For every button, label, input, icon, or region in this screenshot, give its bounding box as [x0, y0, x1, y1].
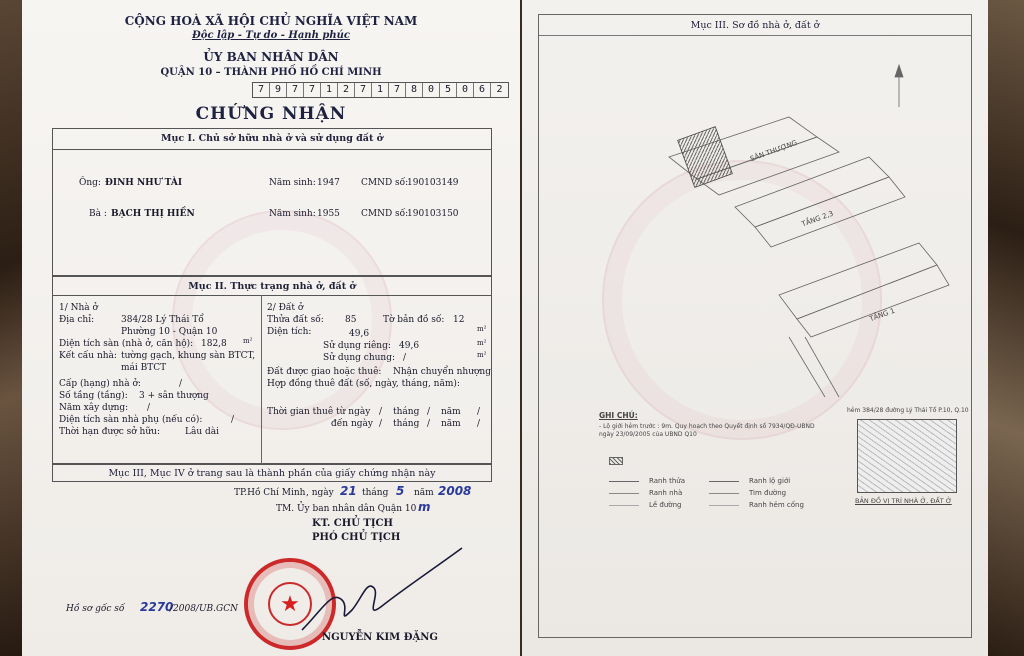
section3-title: Mục III. Sơ đồ nhà ở, đất ở [690, 20, 820, 31]
section-note: Mục III, Mục IV ở trang sau là thành phần của giấy chứng nhận này [108, 468, 436, 479]
address-label: Địa chỉ: [59, 315, 95, 325]
certificate-left-page [22, 0, 520, 656]
owner1-name: ĐINH NHƯ TÀI [105, 178, 183, 188]
floors-value: 3 + sân thượng [139, 391, 209, 401]
serial-digit: 2 [496, 84, 503, 95]
sign-day: 21 [340, 484, 357, 498]
aux-area-value: / [231, 415, 235, 425]
shared-use-value: / [403, 353, 407, 363]
serial-number [252, 82, 509, 98]
owner2-prefix: Bà : [89, 209, 107, 219]
signer-name: NGUYỄN KIM ĐẶNG [322, 632, 438, 643]
motto: Độc lập - Tự do - Hạnh phúc [192, 30, 350, 41]
location-street: hẻm 384/28 đường Lý Thái Tổ P.10, Q.10 [847, 407, 969, 414]
lease-to-day: / [379, 419, 383, 429]
shared-use-unit: m² [477, 351, 487, 359]
sign-place: TP.Hồ Chí Minh [234, 488, 306, 498]
serial-digit: 7 [304, 83, 321, 97]
serial-digit: 2 [338, 83, 355, 97]
record-label: Hồ sơ gốc số [66, 604, 125, 614]
lease-from-year-label: năm [441, 407, 461, 417]
land-area-value: 49,6 [349, 329, 370, 339]
shared-use-label: Sử dụng chung: [323, 353, 396, 363]
section1-title: Mục I. Chủ sở hữu nhà ở và sử dụng đất ở [161, 133, 383, 144]
lease-to-label: đến ngày [331, 419, 373, 429]
document-title: CHỨNG NHẬN [195, 104, 347, 124]
lease-to-month-label: tháng [393, 419, 420, 429]
notes-text: - Lộ giới hẻm trước : 9m. Quy hoạch theo Quyết định số 7934/QĐ-UBND ngày 23/09/2005 của UBND Q10 [599, 423, 815, 438]
serial-digit: 7 [355, 83, 372, 97]
hatch-legend-swatch [609, 457, 623, 465]
section3-box [538, 14, 972, 638]
serial-digit: 0 [423, 83, 440, 97]
section-note-box [52, 464, 492, 482]
serial-digit: 5 [440, 83, 457, 97]
sign-month-label: tháng [362, 488, 389, 498]
floor-label-1: TẦNG 1 [868, 306, 896, 324]
private-use-label: Sử dụng riêng: [323, 341, 391, 351]
lease-from-day: / [379, 407, 383, 417]
house-heading: 1/ Nhà ở [59, 303, 98, 313]
grade-value: / [179, 379, 183, 389]
lease-from-label: Thời gian thuê từ ngày [267, 407, 371, 417]
owner2-id: 190103150 [407, 209, 459, 219]
country-name: CỘNG HOÀ XÃ HỘI CHỦ NGHĨA VIỆT NAM [124, 14, 418, 28]
serial-digit: 7 [287, 83, 304, 97]
section2-box [52, 276, 492, 464]
lease-to-month: / [427, 419, 431, 429]
map-sheet-label: Tờ bản đồ số: [383, 315, 445, 325]
allocation-label: Đất được giao hoặc thuê: [267, 367, 382, 377]
lease-to-year-label: năm [441, 419, 461, 429]
location-title: BẢN ĐỒ VỊ TRÍ NHÀ Ở, ĐẤT Ở [855, 497, 952, 505]
parcel-label: Thửa đất số: [267, 315, 324, 325]
floor-area-unit: m² [243, 337, 253, 345]
structure-line1: tường gạch, khung sàn BTCT, [121, 351, 256, 361]
address-line1: 384/28 Lý Thái Tổ [121, 315, 204, 325]
sign-year-label: năm [414, 488, 434, 498]
notes-title: GHI CHÚ: [599, 411, 638, 420]
legend-3-pair: Ranh hẻm cống [749, 501, 804, 509]
background-right [984, 0, 1024, 656]
legend-1-pair: Ranh lộ giới [749, 477, 791, 485]
owner1-prefix: Ông: [79, 178, 101, 188]
floors-label: Số tầng (tầng): [59, 391, 128, 401]
authority-name: ỦY BAN NHÂN DÂN [203, 50, 339, 64]
owner1-birth: 1947 [317, 178, 340, 188]
allocation-value: Nhận chuyển nhượng [393, 367, 491, 377]
serial-digit: 6 [474, 83, 491, 97]
private-use-value: 49,6 [399, 341, 420, 351]
land-area-label: Diện tích: [267, 327, 312, 337]
serial-digit: 1 [372, 83, 389, 97]
aux-area-label: Diện tích sàn nhà phụ (nếu có): [59, 415, 203, 425]
lease-to-year: / [477, 419, 481, 429]
sign-position: PHÓ CHỦ TỊCH [312, 532, 401, 543]
legend-2-pair: Tim đường [749, 489, 787, 497]
parcel-value: 85 [345, 315, 357, 325]
owner2-id-label: CMND số: [361, 209, 409, 219]
legend-3: Lề đường [649, 501, 682, 509]
year-value: / [147, 403, 151, 413]
grade-label: Cấp (hạng) nhà ở: [59, 379, 141, 389]
year-label: Năm xây dựng: [59, 403, 129, 413]
owner1-id-label: CMND số: [361, 178, 409, 188]
lease-from-month-label: tháng [393, 407, 420, 417]
sign-year: 2008 [438, 484, 472, 498]
sign-month: 5 [396, 484, 405, 498]
sign-on-behalf: TM. Ủy ban nhân dân Quận 10 [276, 504, 417, 514]
section2-title: Mục II. Thực trạng nhà ở, đất ở [188, 281, 356, 292]
private-use-unit: m² [477, 339, 487, 347]
owner2-birth-label: Năm sinh: [269, 209, 316, 219]
land-heading: 2/ Đất ở [267, 303, 304, 313]
section1-box [52, 128, 492, 276]
record-suffix: /2008/UB.GCN [170, 604, 238, 614]
lease-from-month: / [427, 407, 431, 417]
owner2-name: BẠCH THỊ HIỀN [111, 209, 195, 219]
sign-day-label: , ngày [306, 488, 334, 498]
term-label: Thời hạn được sở hữu: [59, 427, 160, 437]
initial-mark: m [418, 500, 431, 514]
floor-area-label: Diện tích sàn (nhà ở, căn hộ): [59, 339, 194, 349]
floor-label-2-3: TẦNG 2,3 [800, 209, 835, 229]
owner1-birth-label: Năm sinh: [269, 178, 316, 188]
lease-from-year: / [477, 407, 481, 417]
floor-area: 182,8 [201, 339, 227, 349]
structure-label: Kết cấu nhà: [59, 351, 117, 361]
owner1-id: 190103149 [407, 178, 459, 188]
serial-digit: 9 [270, 83, 287, 97]
legend-1: Ranh thửa [649, 477, 686, 485]
serial-digit: 0 [457, 83, 474, 97]
floor-label-roof: SÂN THƯỢNG [749, 138, 799, 164]
serial-digit: 7 [389, 83, 406, 97]
map-sheet-value: 12 [453, 315, 465, 325]
structure-line2: mái BTCT [121, 363, 167, 373]
serial-digit: 8 [406, 83, 423, 97]
address-line2: Phường 10 - Quận 10 [121, 327, 218, 337]
owner2-birth: 1955 [317, 209, 340, 219]
sign-kt: KT. CHỦ TỊCH [312, 518, 393, 529]
floor-plan-sketch [539, 37, 973, 417]
certificate-right-page [522, 0, 988, 656]
handwritten-signature [292, 540, 472, 640]
location-map [857, 419, 957, 493]
lease-label: Hợp đồng thuê đất (số, ngày, tháng, năm): [267, 379, 460, 389]
serial-digit: 1 [321, 83, 338, 97]
district-name: QUẬN 10 – THÀNH PHỐ HỒ CHÍ MINH [160, 67, 382, 78]
term-value: Lâu dài [185, 427, 220, 437]
legend-2: Ranh nhà [649, 489, 683, 497]
serial-digit: 7 [253, 83, 270, 97]
official-seal: ★ [244, 558, 336, 650]
record-number: 2270 [140, 600, 174, 614]
land-area-unit: m² [477, 325, 487, 333]
